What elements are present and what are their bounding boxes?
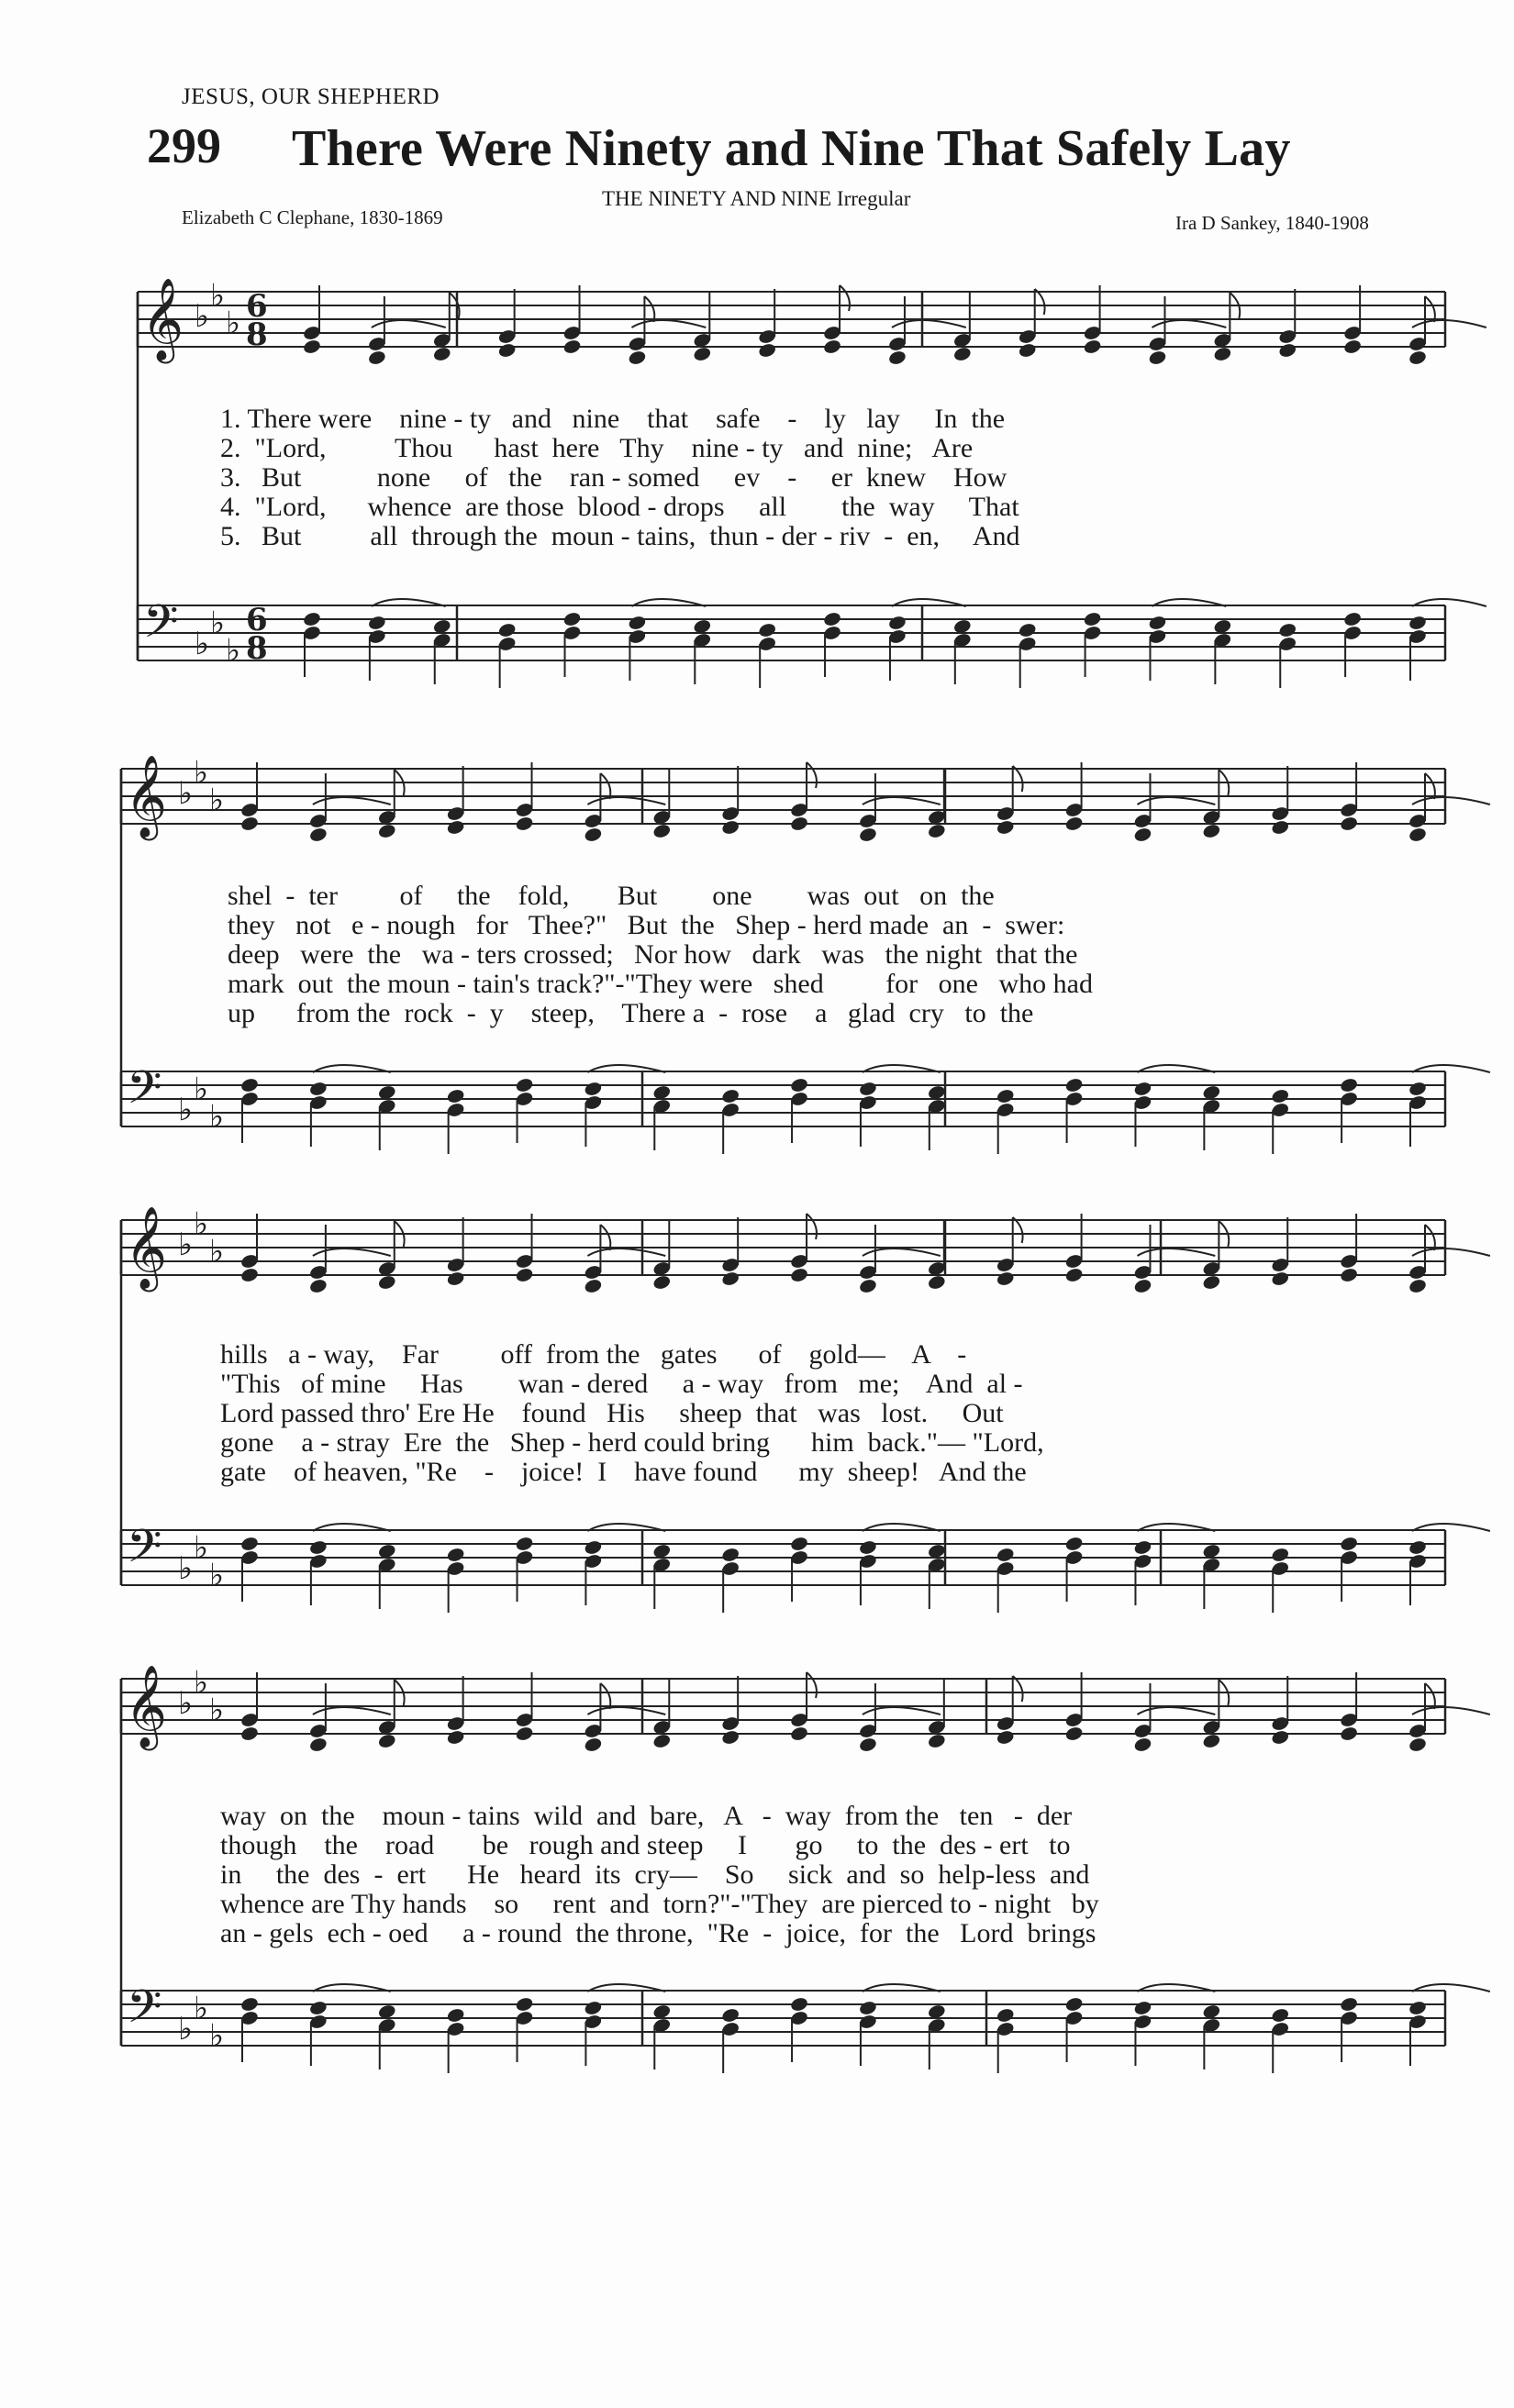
tie-slur <box>313 1248 391 1256</box>
note-head <box>1278 342 1297 359</box>
note-head <box>308 1278 328 1294</box>
note-head <box>584 1539 603 1556</box>
note-flag <box>1013 1217 1023 1243</box>
note-head <box>1148 350 1167 366</box>
note-head <box>562 338 582 355</box>
note-head <box>1133 2000 1152 2016</box>
note-flag <box>840 285 850 311</box>
note-flag <box>600 1683 610 1709</box>
note-head <box>789 1726 808 1742</box>
author-credit: Elizabeth C Clephane, 1830-1869 <box>182 206 443 228</box>
note-head <box>996 819 1015 836</box>
note-head <box>927 1733 946 1749</box>
note-head <box>1213 346 1232 362</box>
note-flag <box>1425 773 1435 799</box>
flat-sign: ♭ <box>178 1685 194 1722</box>
lyric-line: gone a - stray Ere the Shep - herd could bring him back."— "Lord, <box>220 1427 1044 1458</box>
note-head <box>887 350 907 366</box>
note-head <box>239 1077 259 1093</box>
hymn-number: 299 <box>147 118 221 173</box>
note-head <box>757 622 776 638</box>
note-head <box>377 1274 396 1291</box>
note-head <box>1064 1726 1084 1742</box>
note-head <box>308 1081 328 1097</box>
lyric-line: Lord passed thro' Ere He found His sheep that was lost. Out <box>220 1398 1004 1428</box>
note-flag <box>1035 289 1045 315</box>
tie-slur <box>863 1248 941 1256</box>
tie-slur <box>1412 320 1486 327</box>
note-head <box>1064 1077 1084 1093</box>
lyric-line: deep were the wa - ters crossed; Nor how dark was the night that the <box>228 939 1078 970</box>
flat-sign: ♭ <box>210 277 226 315</box>
flat-sign: ♭ <box>178 1550 194 1587</box>
tie-slur <box>863 797 941 805</box>
note-head <box>1342 338 1362 355</box>
note-head <box>789 816 808 832</box>
flat-sign: ♭ <box>178 2011 194 2047</box>
note-head <box>1408 1737 1427 1753</box>
note-head <box>652 1274 672 1291</box>
tie-slur <box>892 320 966 327</box>
lyric-line: 1. There were nine - ty and nine that safe - ly lay In the <box>220 404 1006 434</box>
note-head <box>1018 342 1037 359</box>
note-head <box>1133 1737 1152 1753</box>
lyric-line: 2. "Lord, Thou hast here Thy nine - ty and nine; Are <box>220 433 974 463</box>
note-head <box>446 1088 465 1104</box>
lyric-line: they not e - nough for Thee?" But the Shep - herd made an - swer: <box>228 910 1065 940</box>
note-head <box>1064 816 1084 832</box>
tie-slur <box>1412 1707 1490 1714</box>
note-head <box>1202 1274 1221 1291</box>
note-head <box>515 1726 534 1742</box>
note-head <box>515 1996 534 2013</box>
note-head <box>628 615 647 631</box>
note-head <box>1064 1267 1084 1283</box>
note-head <box>628 350 647 366</box>
note-head <box>377 823 396 839</box>
tune-name: THE NINETY AND NINE Irregular <box>602 187 911 210</box>
note-head <box>858 1737 877 1753</box>
note-head <box>1271 1729 1290 1746</box>
note-head <box>239 1726 259 1742</box>
note-head <box>789 1077 808 1093</box>
note-head <box>720 1088 740 1104</box>
note-head <box>239 816 259 832</box>
note-head <box>996 1271 1015 1287</box>
note-head <box>446 1271 465 1287</box>
note-head <box>1133 827 1152 843</box>
note-head <box>789 1536 808 1552</box>
note-head <box>1064 1536 1084 1552</box>
note-head <box>1408 2000 1427 2016</box>
flat-sign: ♭ <box>178 1226 194 1263</box>
lyric-line: 5. But all through the moun - tains, thun - der - riv - en, And <box>220 521 1020 551</box>
note-head <box>446 2007 465 2024</box>
bass-clef: 𝄢 <box>143 595 179 660</box>
tie-slur <box>313 1707 391 1714</box>
note-head <box>367 350 386 366</box>
tie-slur <box>372 320 446 327</box>
flat-sign: ♭ <box>194 1529 209 1567</box>
note-head <box>1271 1271 1290 1287</box>
note-head <box>308 1737 328 1753</box>
flat-sign: ♭ <box>209 1098 225 1136</box>
note-head <box>652 1733 672 1749</box>
note-head <box>720 1547 740 1563</box>
flat-sign: ♭ <box>194 1990 209 2027</box>
tie-slur <box>1412 797 1490 805</box>
flat-sign: ♭ <box>226 632 241 670</box>
note-head <box>927 823 946 839</box>
note-head <box>446 1729 465 1746</box>
flat-sign: ♭ <box>209 782 225 819</box>
note-flag <box>807 762 817 788</box>
note-head <box>239 1267 259 1283</box>
note-head <box>1133 1539 1152 1556</box>
hymn-title: There Were Ninety and Nine That Safely Lay <box>292 120 1291 177</box>
note-head <box>1339 816 1358 832</box>
note-head <box>515 1267 534 1283</box>
note-head <box>562 611 582 627</box>
note-head <box>302 611 321 627</box>
note-head <box>239 1996 259 2013</box>
bass-clef: 𝄢 <box>127 1061 162 1126</box>
note-flag <box>600 773 610 799</box>
note-head <box>308 2000 328 2016</box>
lyric-line: shel - ter of the fold, But one was out on the <box>228 881 995 911</box>
note-flag <box>1425 296 1435 322</box>
bass-clef: 𝄢 <box>127 1981 162 2045</box>
note-head <box>367 615 386 631</box>
tie-slur <box>1137 1248 1215 1256</box>
treble-clef: 𝄞 <box>141 278 184 361</box>
note-head <box>584 1278 603 1294</box>
flat-sign: ♭ <box>226 305 241 342</box>
note-head <box>822 338 841 355</box>
note-flag <box>644 296 654 322</box>
tie-slur <box>863 1707 941 1714</box>
lyric-line: up from the rock - y steep, There a - rose a glad cry to the <box>228 998 1034 1028</box>
flat-sign: ♭ <box>194 754 209 792</box>
flat-sign: ♭ <box>194 1205 209 1243</box>
note-head <box>1133 1081 1152 1097</box>
lyric-line: an - gels ech - oed a - round the throne, "Re - joice, for the Lord brings <box>220 1918 1097 1948</box>
flat-sign: ♭ <box>178 1092 194 1128</box>
lyric-line: mark out the moun - tain's track?"-"They were shed for one who had <box>228 969 1093 999</box>
note-head <box>1408 350 1427 366</box>
note-head <box>1271 1547 1290 1563</box>
note-head <box>308 827 328 843</box>
note-head <box>1133 1278 1152 1294</box>
note-head <box>996 1547 1015 1563</box>
note-head <box>1339 1996 1358 2013</box>
note-head <box>1271 2007 1290 2024</box>
note-head <box>1408 1539 1427 1556</box>
note-flag <box>1013 766 1023 792</box>
note-head <box>1202 823 1221 839</box>
note-head <box>789 1267 808 1283</box>
note-head <box>858 1081 877 1097</box>
note-head <box>584 2000 603 2016</box>
note-head <box>996 1729 1015 1746</box>
note-head <box>952 346 972 362</box>
note-head <box>822 611 841 627</box>
note-head <box>1408 1081 1427 1097</box>
note-head <box>584 1737 603 1753</box>
flat-sign: ♭ <box>209 1233 225 1271</box>
note-flag <box>1425 1225 1435 1250</box>
tie-slur <box>313 797 391 805</box>
lyric-line: though the road be rough and steep I go to the des - ert to <box>220 1830 1071 1860</box>
tie-slur <box>1137 797 1215 805</box>
tie-slur <box>1412 1248 1490 1256</box>
note-head <box>239 1536 259 1552</box>
note-head <box>497 342 517 359</box>
note-head <box>1278 622 1297 638</box>
note-head <box>720 1729 740 1746</box>
note-head <box>1064 1996 1084 2013</box>
lyric-line: in the des - ert He heard its cry— So sick and so help-less and <box>220 1859 1090 1890</box>
note-head <box>652 823 672 839</box>
note-head <box>377 1733 396 1749</box>
tie-slur <box>631 320 706 327</box>
lyric-line: hills a - way, Far off from the gates of gold— A - <box>220 1339 967 1370</box>
note-head <box>308 1539 328 1556</box>
note-head <box>1271 819 1290 836</box>
note-head <box>996 1088 1015 1104</box>
note-head <box>1018 622 1037 638</box>
note-head <box>515 1536 534 1552</box>
note-head <box>1408 1278 1427 1294</box>
note-head <box>584 1081 603 1097</box>
lyric-line: way on the moun - tains wild and bare, A - way from the ten - der <box>220 1801 1073 1831</box>
note-head <box>720 1271 740 1287</box>
note-head <box>720 819 740 836</box>
category-heading: JESUS, OUR SHEPHERD <box>182 84 440 109</box>
note-head <box>1408 827 1427 843</box>
note-head <box>1339 1077 1358 1093</box>
note-head <box>757 342 776 359</box>
note-head <box>789 1996 808 2013</box>
note-head <box>446 819 465 836</box>
flat-sign: ♭ <box>195 298 210 335</box>
time-signature-top: 6 <box>246 602 268 638</box>
time-signature-bottom: 8 <box>246 316 268 353</box>
lyric-line: whence are Thy hands so rent and torn?"-"They are pierced to - night by <box>220 1889 1099 1919</box>
bass-clef: 𝄢 <box>127 1520 162 1584</box>
time-signature-top: 6 <box>246 288 268 325</box>
note-head <box>1339 1267 1358 1283</box>
note-head <box>858 1278 877 1294</box>
treble-clef: 𝄞 <box>125 1206 168 1289</box>
lyric-line: 3. But none of the ran - somed ev - er knew How <box>220 462 1007 493</box>
lyric-line: "This of mine Has wan - dered a - way from me; And al - <box>220 1369 1023 1399</box>
flat-sign: ♭ <box>209 2017 225 2055</box>
lyric-line: 4. "Lord, whence are those blood - drops all the way That <box>220 492 1019 522</box>
note-head <box>1083 611 1102 627</box>
note-flag <box>807 1214 817 1239</box>
note-head <box>693 346 712 362</box>
tie-slur <box>587 797 665 805</box>
note-head <box>720 2007 740 2024</box>
treble-clef: 𝄞 <box>125 1665 168 1748</box>
note-head <box>1083 338 1102 355</box>
note-head <box>515 1077 534 1093</box>
treble-clef: 𝄞 <box>125 755 168 838</box>
note-head <box>1342 611 1362 627</box>
note-head <box>887 615 907 631</box>
composer-credit: Ira D Sankey, 1840-1908 <box>1175 212 1369 234</box>
flat-sign: ♭ <box>209 1557 225 1594</box>
time-signature-bottom: 8 <box>246 630 268 667</box>
note-head <box>1339 1726 1358 1742</box>
note-head <box>446 1547 465 1563</box>
flat-sign: ♭ <box>195 626 210 662</box>
note-head <box>927 1274 946 1291</box>
tie-slur <box>587 1707 665 1714</box>
flat-sign: ♭ <box>209 1692 225 1729</box>
note-flag <box>807 1672 817 1698</box>
note-flag <box>600 1225 610 1250</box>
lyric-line: gate of heaven, "Re - joice! I have found my sheep! And the <box>220 1457 1027 1487</box>
flat-sign: ♭ <box>194 1664 209 1702</box>
flat-sign: ♭ <box>194 1071 209 1108</box>
note-head <box>1271 1088 1290 1104</box>
flat-sign: ♭ <box>178 775 194 812</box>
flat-sign: ♭ <box>210 605 226 642</box>
note-head <box>858 827 877 843</box>
note-head <box>996 2007 1015 2024</box>
note-head <box>858 1539 877 1556</box>
note-head <box>1148 615 1167 631</box>
tie-slur <box>1152 320 1226 327</box>
note-head <box>858 2000 877 2016</box>
note-head <box>1408 615 1427 631</box>
note-head <box>515 816 534 832</box>
note-flag <box>1425 1683 1435 1709</box>
note-head <box>497 622 517 638</box>
note-head <box>1339 1536 1358 1552</box>
note-head <box>432 346 451 362</box>
tie-slur <box>587 1248 665 1256</box>
note-head <box>302 338 321 355</box>
tie-slur <box>1137 1707 1215 1714</box>
note-head <box>1202 1733 1221 1749</box>
note-head <box>584 827 603 843</box>
note-flag <box>1013 1676 1023 1702</box>
